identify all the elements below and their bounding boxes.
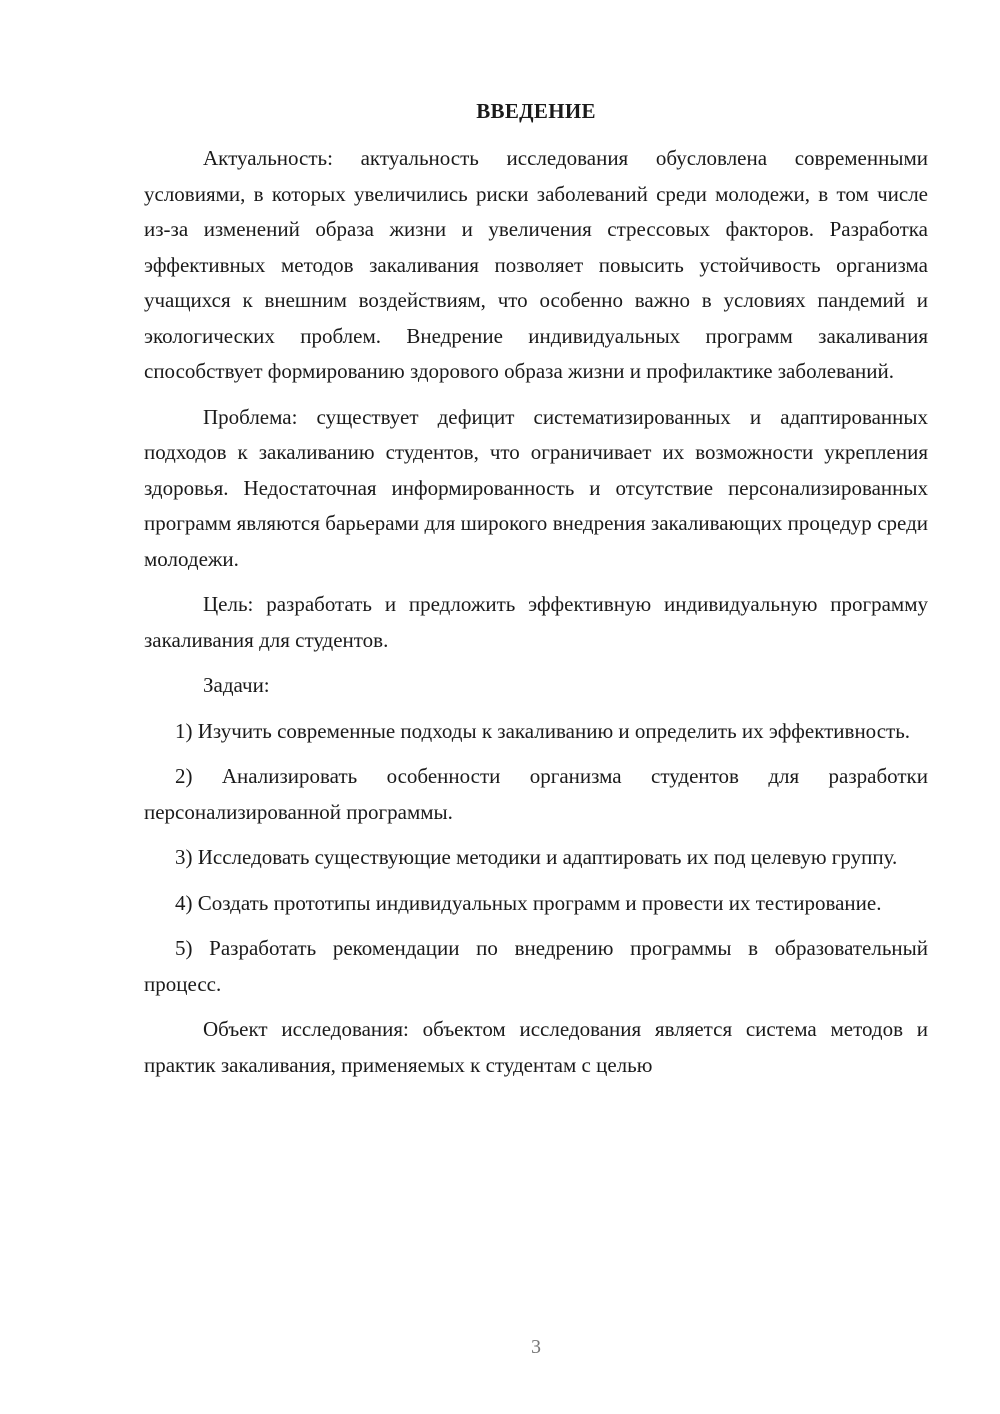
relevance-paragraph: Актуальность: актуальность исследования обусловлена современными условиями, в которых увеличились риски заболеваний среди молодежи, в том числе из-за изменений образа жизни и увеличения стрессовых факторов. Разработка эффективных методов закаливания позволяет повысить устойчивость организма учащихся к внешним воздействиям, что особенно важно в условиях пандемий и экологических проблем. Внедрение индивидуальных программ закаливания способствует формированию здорового образа жизни и профилактике заболеваний. [144, 146, 928, 383]
problem-paragraph: Проблема: существует дефицит систематизированных и адаптированных подходов к закаливанию студентов, что ограничивает их возможности укрепления здоровья. Недостаточная информированность и отсутствие персонализированных программ являются барьерами для широкого внедрения закаливающих процедур среди молодежи. [144, 404, 928, 571]
task-item-4: 4) Создать прототипы индивидуальных программ и провести их тестирование. [175, 890, 882, 915]
goal-paragraph: Цель: разработать и предложить эффективную индивидуальную программу закаливания для студентов. [144, 592, 928, 652]
task-item-2: 2) Анализировать особенности организма студентов для разработки персонализированной программы. [144, 764, 928, 824]
object-paragraph: Объект исследования: объектом исследования является система методов и практик закаливания, применяемых к студентам с целью [144, 1017, 928, 1077]
section-title: ВВЕДЕНИЕ [476, 99, 596, 123]
task-item-1: 1) Изучить современные подходы к закаливанию и определить их эффективность. [175, 718, 911, 743]
task-item-5: 5) Разработать рекомендации по внедрению программы в образовательный процесс. [144, 936, 928, 996]
task-item-3: 3) Исследовать существующие методики и адаптировать их под целевую группу. [175, 845, 898, 869]
tasks-heading: Задачи: [203, 673, 270, 697]
page-number: 3 [531, 1336, 541, 1358]
body-text [144, 141, 928, 1083]
document-page [144, 0, 928, 1414]
